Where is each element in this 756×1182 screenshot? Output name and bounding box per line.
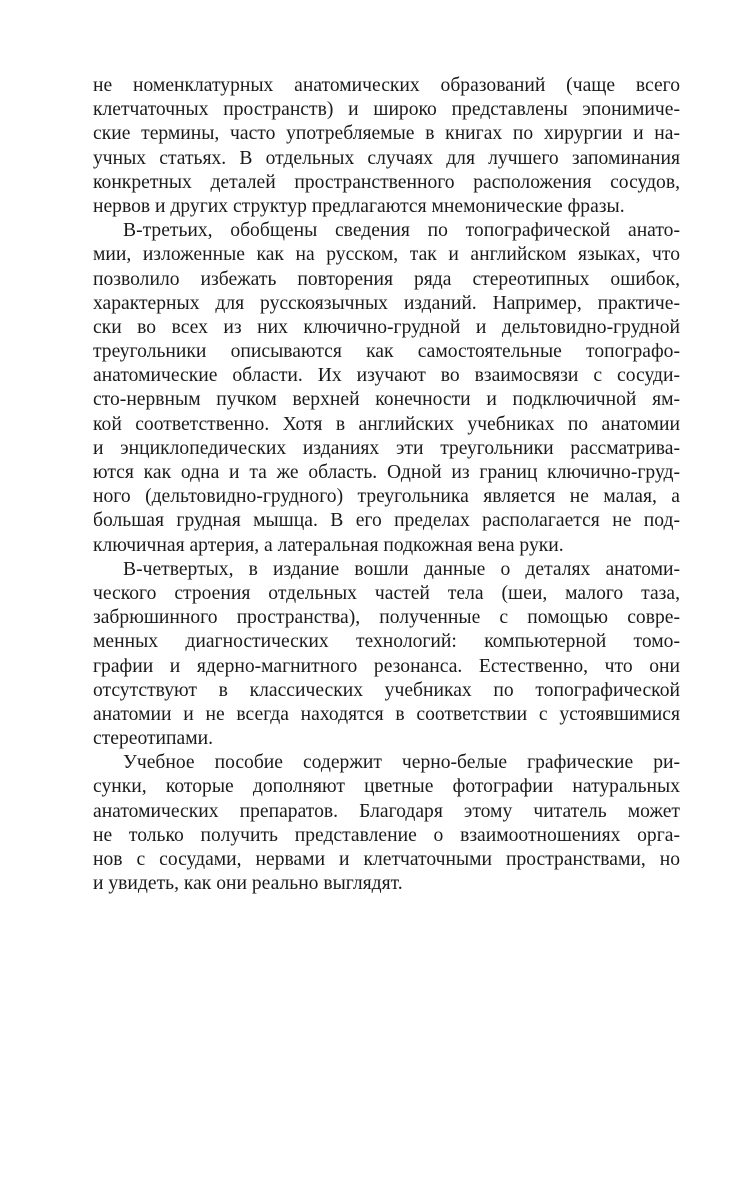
text-line: и увидеть, как они реально выглядят. (93, 873, 403, 895)
text-line: не только получить представление о взаимоотношениях орга- (93, 824, 680, 846)
paragraph-2 (93, 219, 680, 558)
paragraph-3 (93, 558, 680, 752)
text-line: ного (дельтовидно-грудного) треугольника является не малая, а (93, 486, 680, 508)
text-line: клетчаточных пространств) и широко представлены эпонимиче- (93, 99, 680, 121)
text-line: кой соответственно. Хотя в английских учебниках по анатомии (93, 413, 680, 435)
text-line: большая грудная мышца. В его пределах располагается не под- (93, 510, 680, 532)
page-body (93, 74, 680, 896)
text-line: не номенклатурных анатомических образований (чаще всего (93, 75, 680, 96)
text-line: В-третьих, обобщены сведения по топографической анато- (123, 220, 680, 242)
text-line: стереотипами. (93, 728, 214, 750)
text-line: мии, изложенные как на русском, так и английском языках, что (93, 244, 680, 266)
text-line: сто-нервным пучком верхней конечности и подключичной ям- (93, 389, 680, 411)
paragraph-4 (93, 751, 680, 896)
text-line: характерных для русскоязычных изданий. Например, практиче- (93, 292, 680, 314)
text-line: ски во всех из них ключично-грудной и дельтовидно-грудной (93, 316, 680, 338)
text-line: анатомии и не всегда находятся в соответствии с устоявшимися (93, 703, 680, 725)
text-line: отсутствуют в классических учебниках по топографической (93, 679, 680, 701)
text-line: В-четвертых, в издание вошли данные о деталях анатоми- (123, 558, 680, 580)
text-line: Учебное пособие содержит черно-белые графические ри- (123, 752, 680, 774)
text-line: нервов и других структур предлагаются мнемонические фразы. (93, 195, 625, 217)
text-line: нов с сосудами, нервами и клетчаточными пространствами, но (93, 849, 680, 870)
text-line: и энциклопедических изданиях эти треугольники рассматрива- (93, 437, 680, 459)
text-line: ческого строения отдельных частей тела (шеи, малого таза, (93, 582, 680, 604)
text-line: графии и ядерно-магнитного резонанса. Естественно, что они (93, 655, 680, 677)
text-line: анатомические области. Их изучают во взаимосвязи с сосуди- (93, 365, 680, 387)
text-line: анатомических препаратов. Благодаря этому читатель может (93, 800, 680, 822)
text-line: ские термины, часто употребляемые в книгах по хирургии и на- (93, 123, 680, 145)
text-line: конкретных деталей пространственного расположения сосудов, (93, 171, 680, 193)
paragraph-1 (93, 74, 680, 219)
text-line: сунки, которые дополняют цветные фотографии натуральных (93, 776, 680, 798)
text-line: ключичная артерия, а латеральная подкожная вена руки. (93, 534, 564, 556)
text-line: менных диагностических технологий: компьютерной томо- (93, 631, 680, 653)
text-line: ются как одна и та же область. Одной из границ ключично-груд- (93, 462, 680, 483)
text-line: забрюшинного пространства), полученные с помощью совре- (93, 607, 680, 629)
text-line: позволило избежать повторения ряда стереотипных ошибок, (93, 268, 680, 290)
text-line: треугольники описываются как самостоятельные топографо- (93, 341, 680, 363)
text-line: учных статьях. В отдельных случаях для лучшего запоминания (93, 147, 680, 169)
